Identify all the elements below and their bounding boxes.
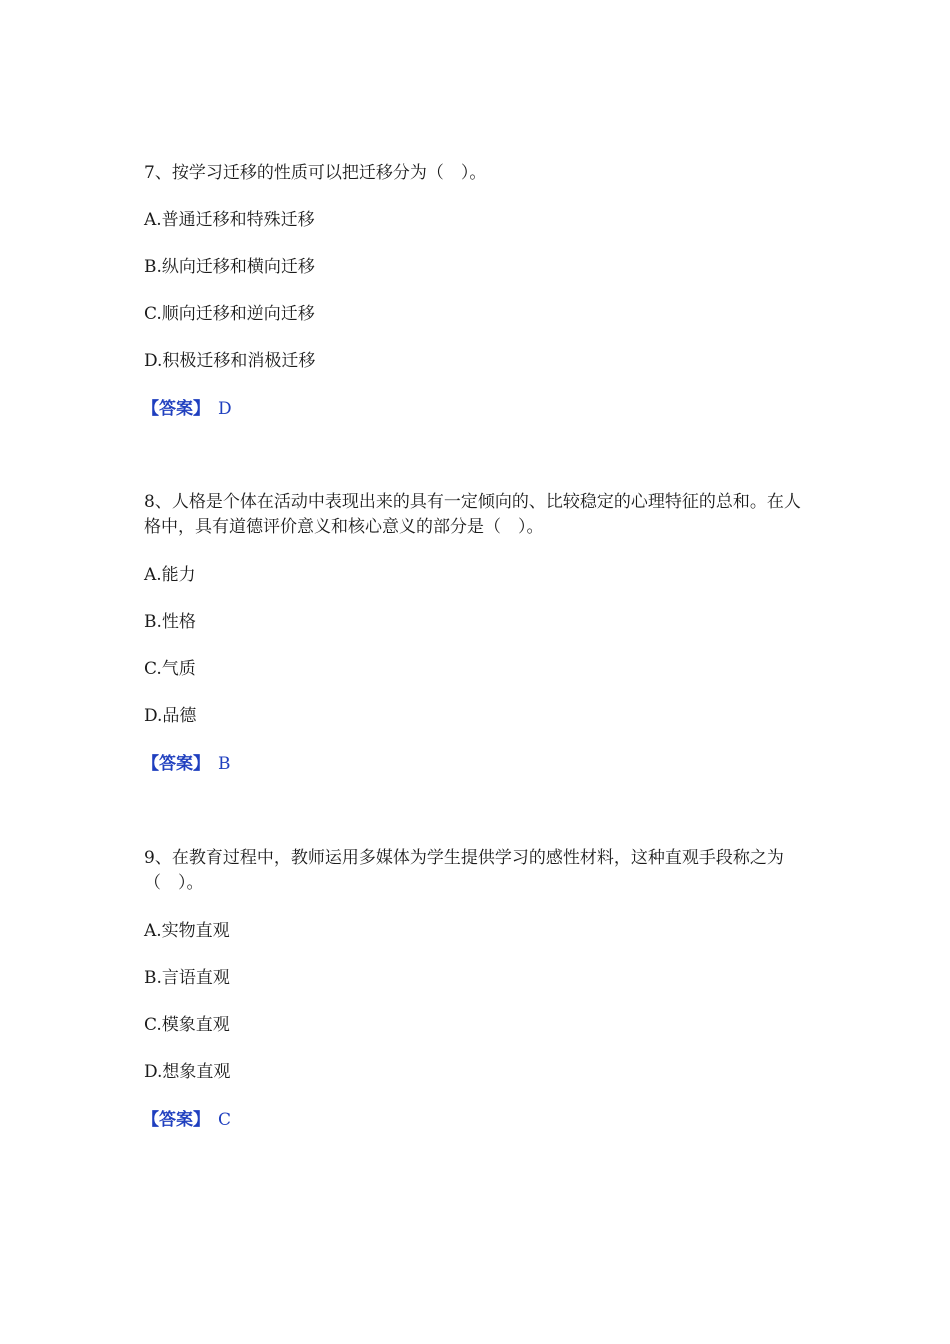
option-a: A.实物直观 <box>144 921 230 941</box>
answer-line <box>142 1109 231 1131</box>
option-a: A.能力 <box>144 565 196 585</box>
question-stem: 9、在教育过程中，教师运用多媒体为学生提供学习的感性材料，这种直观手段称之为（ ）。 <box>144 848 784 893</box>
question-8 <box>142 490 809 774</box>
option-c: C.顺向迁移和逆向迁移 <box>144 304 315 324</box>
option-b: B.言语直观 <box>144 968 230 988</box>
option-a: A.普通迁移和特殊迁移 <box>144 210 315 230</box>
option-b: B.纵向迁移和横向迁移 <box>144 257 315 277</box>
option-d: D.积极迁移和消极迁移 <box>144 351 316 371</box>
answer-line <box>142 753 231 775</box>
option-c: C.模象直观 <box>144 1015 230 1035</box>
answer-line <box>142 398 232 420</box>
question-stem: 8、人格是个体在活动中表现出来的具有一定倾向的、比较稳定的心理特征的总和。在人格中，具有道德评价意义和核心意义的部分是（ ）。 <box>144 492 801 537</box>
option-b: B.性格 <box>144 612 196 632</box>
answer-label: 【答案】 <box>142 1110 210 1130</box>
answer-value: C <box>218 1110 232 1130</box>
question-7 <box>142 161 809 419</box>
answer-label: 【答案】 <box>142 754 210 774</box>
question-9 <box>142 846 809 1130</box>
answer-value: D <box>218 399 232 419</box>
answer-label: 【答案】 <box>142 399 210 419</box>
option-d: D.品德 <box>144 706 197 726</box>
option-c: C.气质 <box>144 659 196 679</box>
answer-value: B <box>218 754 231 774</box>
option-d: D.想象直观 <box>144 1062 231 1082</box>
question-stem: 7、按学习迁移的性质可以把迁移分为（ ）。 <box>144 163 487 183</box>
